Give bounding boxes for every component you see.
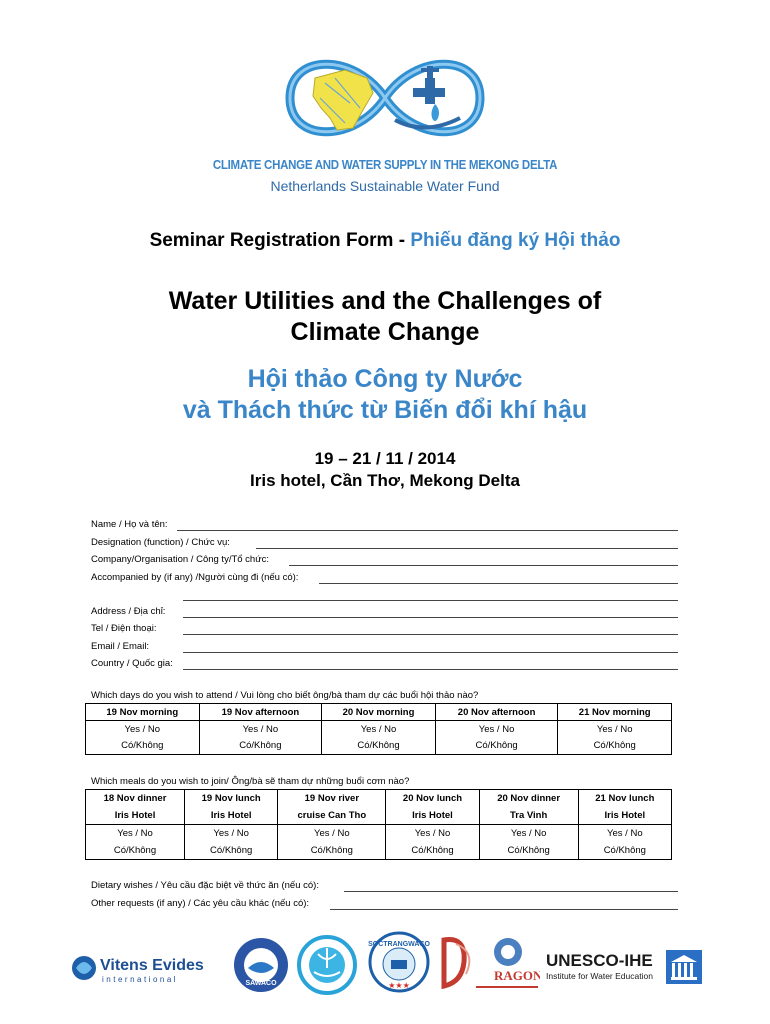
unesco-sub-text: Institute for Water Education [546, 971, 653, 981]
days-col-2: 19 Nov afternoon [199, 704, 322, 721]
days-cokhong-1[interactable]: Có/Không [86, 738, 200, 755]
meals-cokhong-5[interactable]: Có/Không [479, 843, 578, 860]
sawaco-logo [232, 934, 290, 996]
event-title-vn-line2: và Thách thức từ Biến đổi khí hậu [182, 396, 588, 424]
days-col-5: 21 Nov morning [558, 704, 672, 721]
company-label: Company/Organisation / Công ty/Tổ chức: [91, 554, 269, 565]
soctrangwaco-text: SOCTRANGWACO [368, 941, 430, 948]
company-field[interactable] [289, 565, 678, 566]
days-cokhong-3[interactable]: Có/Không [322, 738, 436, 755]
days-cokhong-2[interactable]: Có/Không [199, 738, 322, 755]
meals-col-2-line1: 19 Nov lunch [185, 790, 278, 808]
ragon-text: RAGON [494, 968, 540, 983]
email-label: Email / Email: [91, 641, 150, 652]
unesco-main-text: UNESCO-IHE [546, 951, 653, 970]
meals-col-2-line2: Iris Hotel [185, 808, 278, 825]
days-cokhong-4[interactable]: Có/Không [435, 738, 558, 755]
logo-subtitle: Netherlands Sustainable Water Fund [270, 178, 500, 194]
form-heading-en: Seminar Registration Form - [149, 230, 411, 251]
days-yesno-5[interactable]: Yes / No [558, 721, 672, 738]
name-field[interactable] [177, 530, 678, 531]
meals-yesno-5[interactable]: Yes / No [479, 825, 578, 843]
unesco-ihe-logo [546, 948, 706, 988]
days-question: Which days do you wish to attend / Vui lòng cho biết ông/bà tham dự các buổi hội thảo nào? [91, 690, 479, 701]
meals-col-4-line1: 20 Nov lunch [386, 790, 479, 808]
meals-col-5-line2: Tra Vinh [479, 808, 578, 825]
event-dates: 19 – 21 / 11 / 2014 [314, 449, 456, 468]
meals-yesno-1[interactable]: Yes / No [86, 825, 185, 843]
meals-cokhong-6[interactable]: Có/Không [578, 843, 671, 860]
meals-col-4-line2: Iris Hotel [386, 808, 479, 825]
days-cokhong-5[interactable]: Có/Không [558, 738, 672, 755]
designation-field[interactable] [256, 548, 678, 549]
project-logo [275, 48, 495, 148]
meals-cokhong-4[interactable]: Có/Không [386, 843, 479, 860]
form-heading-vn: Phiếu đăng ký Hội thảo [410, 230, 621, 251]
meals-col-6-line2: Iris Hotel [578, 808, 671, 825]
days-col-1: 19 Nov morning [86, 704, 200, 721]
address-field[interactable] [183, 617, 678, 618]
vitens-sub-text: international [102, 975, 179, 984]
dragon-institute-logo [436, 932, 540, 994]
meals-col-6-line1: 21 Nov lunch [578, 790, 671, 808]
meals-col-1-line2: Iris Hotel [86, 808, 185, 825]
vitens-main-text: Vitens Evides [100, 957, 204, 974]
accompanied-field[interactable] [319, 583, 678, 584]
meals-yesno-4[interactable]: Yes / No [386, 825, 479, 843]
days-yesno-4[interactable]: Yes / No [435, 721, 558, 738]
days-yesno-3[interactable]: Yes / No [322, 721, 436, 738]
meals-col-5-line1: 20 Nov dinner [479, 790, 578, 808]
accompanied-label: Accompanied by (if any) /Người cùng đi (nếu có): [91, 572, 299, 583]
vitens-evides-logo [70, 948, 215, 988]
event-title-vn-line1: Hội thảo Công ty Nước [247, 365, 523, 393]
meals-col-3-line1: 19 Nov river [278, 790, 386, 808]
event-title-en [0, 286, 770, 348]
event-title-vn [0, 364, 770, 426]
name-label: Name / Họ và tên: [91, 519, 168, 530]
form-heading [0, 230, 770, 252]
address-label: Address / Địa chỉ: [91, 606, 166, 617]
days-table [85, 703, 672, 755]
meals-cokhong-2[interactable]: Có/Không [185, 843, 278, 860]
other-requests-label: Other requests (if any) / Các yêu cầu khác (nếu có): [91, 898, 310, 909]
days-yesno-1[interactable]: Yes / No [86, 721, 200, 738]
logo-title: CLIMATE CHANGE AND WATER SUPPLY IN THE MEKONG DELTA [212, 158, 558, 172]
stars-icon: ★★★ [388, 981, 410, 990]
meals-table [85, 789, 672, 860]
country-label: Country / Quốc gia: [91, 658, 173, 669]
meals-yesno-3[interactable]: Yes / No [278, 825, 386, 843]
event-title-en-line1: Water Utilities and the Challenges of [168, 287, 602, 315]
days-yesno-2[interactable]: Yes / No [199, 721, 322, 738]
sawaco-text: SAWACO [245, 980, 277, 987]
accompanied-field-2[interactable] [183, 600, 678, 601]
dietary-label: Dietary wishes / Yêu cầu đặc biệt về thức ăn (nếu có): [91, 880, 319, 891]
meals-yesno-2[interactable]: Yes / No [185, 825, 278, 843]
designation-label: Designation (function) / Chức vụ: [91, 537, 230, 548]
event-venue: Iris hotel, Cần Thơ, Mekong Delta [250, 471, 520, 490]
meals-col-1-line1: 18 Nov dinner [86, 790, 185, 808]
meals-cokhong-1[interactable]: Có/Không [86, 843, 185, 860]
days-col-4: 20 Nov afternoon [435, 704, 558, 721]
meals-col-3-line2: cruise Can Tho [278, 808, 386, 825]
tel-field[interactable] [183, 634, 678, 635]
water-company-logo [296, 934, 358, 996]
other-requests-field[interactable] [330, 909, 678, 910]
meals-cokhong-3[interactable]: Có/Không [278, 843, 386, 860]
days-col-3: 20 Nov morning [322, 704, 436, 721]
country-field[interactable] [183, 669, 678, 670]
soctrangwaco-logo [367, 930, 431, 996]
event-title-en-line2: Climate Change [290, 318, 480, 346]
email-field[interactable] [183, 652, 678, 653]
dietary-field[interactable] [344, 891, 678, 892]
tel-label: Tel / Điện thoại: [91, 623, 157, 634]
meals-question: Which meals do you wish to join/ Ông/bà sẽ tham dự những buổi cơm nào? [91, 776, 410, 787]
meals-yesno-6[interactable]: Yes / No [578, 825, 671, 843]
